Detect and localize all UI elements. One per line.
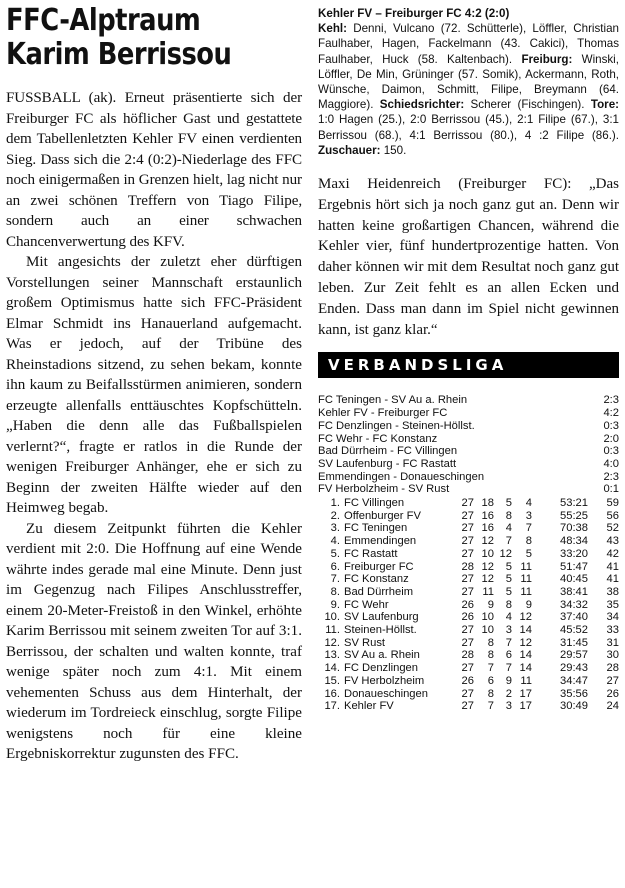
result-match: Emmendingen - Donaueschingen xyxy=(318,470,485,483)
standing-d: 6 xyxy=(505,649,512,662)
result-row xyxy=(318,483,619,496)
standing-goals: 40:45 xyxy=(560,573,588,586)
standing-rank: 13. xyxy=(324,649,340,662)
result-score: 4:0 xyxy=(603,457,619,470)
goals-text: 1:0 Hagen (25.), 2:0 Berrissou (45.), 2:1 Filipe (67.), 3:1 Berrissou (68.), 4:1 Berrissou (80.), 4 :2 Filipe (86.). xyxy=(318,113,619,142)
standing-goals: 30:49 xyxy=(560,700,588,713)
standing-p: 27 xyxy=(461,585,474,598)
result-score: 2:0 xyxy=(603,432,619,445)
standing-rank: 12. xyxy=(324,636,340,649)
standing-team: FC Teningen xyxy=(344,522,408,535)
article-paragraph-1: FUSSBALL (ak). Erneut präsentierte sich der Freiburger FC als höflicher Gast und gestattete dem Tabellenletzten Kehler FV einen verdienten Sieg. Dass sich die 2:4 (0:2)-Niederlage des FFC noch einigermaßen in Grenzen hielt, lag nicht nur an zwei schönen Treffern von Tiago Filipe, sondern auch an einer schwachen Chancenverwertung des KFV. xyxy=(6,90,302,250)
standing-rank: 4. xyxy=(330,535,340,548)
headline-line-1: FFC-Alptraum xyxy=(6,3,201,38)
result-row xyxy=(318,433,619,446)
standing-rank: 14. xyxy=(324,662,340,675)
standing-rank: 7. xyxy=(330,573,340,586)
standing-rank: 15. xyxy=(324,674,340,687)
standing-rank: 17. xyxy=(324,700,340,713)
standing-team: Emmendingen xyxy=(344,535,417,548)
kehl-lineup: Denni, Vulcano (72. Schütterle), Löffler, Christian Faulhaber, Hagen, Fackelmann (43. Cakici), Thomas Faulhaber, Huck (58. Kaltenbach). xyxy=(318,22,619,66)
standing-rank: 10. xyxy=(324,611,340,624)
result-row xyxy=(318,445,619,458)
standing-goals: 35:56 xyxy=(560,687,588,700)
headline-line-2: Karim Berrissou xyxy=(6,37,232,72)
spectators-text: 150. xyxy=(383,143,407,157)
league-banner: VERBANDSLIGA xyxy=(318,352,619,378)
standing-w: 7 xyxy=(487,662,494,675)
standing-goals: 29:57 xyxy=(560,649,588,662)
standing-team: FC Wehr xyxy=(344,598,389,611)
table-row xyxy=(318,700,619,713)
standing-rank: 8. xyxy=(330,585,340,598)
table-row xyxy=(318,599,619,612)
standing-pts: 35 xyxy=(606,598,619,611)
standing-d: 8 xyxy=(505,598,512,611)
standing-goals: 55:25 xyxy=(560,509,588,522)
standing-p: 28 xyxy=(461,560,474,573)
standing-d: 3 xyxy=(505,624,512,637)
standing-pts: 33 xyxy=(606,624,619,637)
standing-d: 5 xyxy=(505,497,512,510)
standing-p: 27 xyxy=(461,535,474,548)
standing-rank: 3. xyxy=(330,522,340,535)
standing-d: 5 xyxy=(505,573,512,586)
result-match: FC Wehr - FC Konstanz xyxy=(318,432,438,445)
result-row xyxy=(318,420,619,433)
result-match: FV Herbolzheim - SV Rust xyxy=(318,483,450,496)
standing-w: 7 xyxy=(487,700,494,713)
standing-p: 27 xyxy=(461,522,474,535)
freiburg-lineup: Winski, Löffler, De Min, Grüninger (57. Somik), Ackermann, Roth, Wünsche, Daimon, Schmitt, Filipe, Breymann (64. Maggiore). xyxy=(318,52,619,112)
result-match: FC Denzlingen - Steinen-Höllst. xyxy=(318,419,475,432)
table-row xyxy=(318,561,619,574)
table-row xyxy=(318,624,619,637)
standing-rank: 9. xyxy=(330,598,340,611)
standing-d: 12 xyxy=(499,547,512,560)
referee-label: Schiedsrichter: xyxy=(379,98,465,112)
standing-pts: 30 xyxy=(606,649,619,662)
standing-pts: 34 xyxy=(606,611,619,624)
article-paragraph-2: Mit angesichts der zuletzt eher dürftigen Vorstellungen seiner Mannschaft erstaunlich großem Optimismus hatte sich FFC-Präsident Elmar Schmidt ins Hanauerland aufgemacht. Was er jedoch, auf der Tribüne des Rheinstadions sitzend, zu sehen bekam, konnte ihn kaum zu Beifallsstürmen animieren, sondern erzeugte allenfalls enttäuschtes Kopfschütteln. „Haben die denn alle das Fußballspielen verlernt?“, fragte er ratlos in die Runde der wenigen Freiburger Anhänger, ehe er sich zu Beginn der zweiten Hälfte wieder auf den Heimweg begab. xyxy=(6,254,302,516)
standing-d: 4 xyxy=(505,522,512,535)
standing-w: 10 xyxy=(481,611,494,624)
table-row xyxy=(318,573,619,586)
standing-rank: 6. xyxy=(330,560,340,573)
spectators-label: Zuschauer: xyxy=(318,143,381,157)
standing-pts: 28 xyxy=(606,662,619,675)
result-score: 0:1 xyxy=(603,483,619,496)
standing-goals: 29:43 xyxy=(560,662,588,675)
standing-p: 27 xyxy=(461,547,474,560)
result-row xyxy=(318,458,619,471)
standing-l: 11 xyxy=(520,560,532,573)
standing-team: SV Rust xyxy=(344,636,386,649)
standing-rank: 2. xyxy=(330,509,340,522)
standing-pts: 56 xyxy=(606,509,619,522)
standing-w: 11 xyxy=(482,585,494,598)
standing-w: 9 xyxy=(487,598,494,611)
standing-pts: 59 xyxy=(606,497,619,510)
standing-w: 10 xyxy=(481,624,494,637)
standing-l: 8 xyxy=(525,535,532,548)
standing-l: 4 xyxy=(525,497,532,510)
standing-w: 16 xyxy=(481,522,494,535)
standing-team: FC Konstanz xyxy=(344,573,409,586)
standing-pts: 31 xyxy=(606,636,619,649)
standing-l: 14 xyxy=(519,649,532,662)
standing-pts: 38 xyxy=(606,585,619,598)
standing-team: FC Villingen xyxy=(344,497,405,510)
standing-team: Donaueschingen xyxy=(344,687,428,700)
standing-l: 17 xyxy=(519,687,532,700)
headline xyxy=(6,4,261,78)
standing-team: Steinen-Höllst. xyxy=(344,624,417,637)
standing-pts: 26 xyxy=(606,687,619,700)
result-score: 2:3 xyxy=(603,470,619,483)
standing-d: 7 xyxy=(505,535,512,548)
table-row xyxy=(318,535,619,548)
standing-l: 12 xyxy=(519,611,532,624)
result-match: FC Teningen - SV Au a. Rhein xyxy=(318,394,468,407)
standing-team: FC Rastatt xyxy=(344,547,398,560)
standing-d: 7 xyxy=(505,636,512,649)
article-body xyxy=(6,88,302,765)
standing-team: SV Laufenburg xyxy=(344,611,419,624)
standing-d: 4 xyxy=(505,611,512,624)
freiburg-label: Freiburg: xyxy=(521,52,573,66)
result-score: 2:3 xyxy=(603,394,619,407)
table-row xyxy=(318,611,619,624)
standing-team: Bad Dürrheim xyxy=(344,585,414,598)
results-list xyxy=(318,394,619,496)
standing-w: 12 xyxy=(481,535,494,548)
standing-l: 3 xyxy=(525,509,532,522)
match-info-box xyxy=(318,6,619,158)
table-row xyxy=(318,649,619,662)
standing-team: SV Au a. Rhein xyxy=(344,649,420,662)
table-row xyxy=(318,586,619,599)
standing-p: 27 xyxy=(461,687,474,700)
standing-l: 11 xyxy=(520,585,532,598)
standing-p: 27 xyxy=(461,662,474,675)
standing-p: 27 xyxy=(461,700,474,713)
standing-goals: 34:47 xyxy=(560,674,588,687)
standing-pts: 27 xyxy=(606,674,619,687)
table-row xyxy=(318,522,619,535)
standing-team: FV Herbolzheim xyxy=(344,674,425,687)
table-row xyxy=(318,662,619,675)
standing-p: 26 xyxy=(461,674,474,687)
standing-pts: 43 xyxy=(606,535,619,548)
standing-w: 12 xyxy=(481,573,494,586)
standing-p: 26 xyxy=(461,611,474,624)
result-match: Kehler FV - Freiburger FC xyxy=(318,407,448,420)
table-row xyxy=(318,688,619,701)
standing-goals: 45:52 xyxy=(560,624,588,637)
standing-w: 10 xyxy=(481,547,494,560)
standing-pts: 24 xyxy=(606,700,619,713)
referee-text: Scherer (Fischingen). xyxy=(470,98,585,112)
standing-goals: 34:32 xyxy=(560,598,588,611)
table-row xyxy=(318,548,619,561)
standing-goals: 53:21 xyxy=(560,497,588,510)
table-row xyxy=(318,510,619,523)
standing-l: 14 xyxy=(519,624,532,637)
result-score: 0:3 xyxy=(603,419,619,432)
result-row xyxy=(318,407,619,420)
standing-l: 7 xyxy=(525,522,532,535)
standing-d: 7 xyxy=(505,662,512,675)
standing-pts: 42 xyxy=(606,547,619,560)
standing-p: 27 xyxy=(461,624,474,637)
result-match: SV Laufenburg - FC Rastatt xyxy=(318,457,457,470)
standing-w: 8 xyxy=(487,636,494,649)
article-column xyxy=(6,4,302,765)
standing-d: 9 xyxy=(505,674,512,687)
standing-w: 12 xyxy=(481,560,494,573)
standing-goals: 33:20 xyxy=(560,547,588,560)
standing-pts: 41 xyxy=(606,573,619,586)
result-score: 4:2 xyxy=(603,407,619,420)
table-row xyxy=(318,637,619,650)
standing-l: 12 xyxy=(519,636,532,649)
standing-w: 8 xyxy=(487,649,494,662)
standing-rank: 1. xyxy=(330,497,340,510)
quote-speaker: Maxi Heidenreich (Freiburger FC): xyxy=(318,176,572,193)
standing-goals: 48:34 xyxy=(560,535,588,548)
standing-goals: 38:41 xyxy=(560,585,588,598)
standing-w: 6 xyxy=(487,674,494,687)
standing-team: Freiburger FC xyxy=(344,560,414,573)
result-row xyxy=(318,394,619,407)
standing-d: 3 xyxy=(505,700,512,713)
kehl-label: Kehl: xyxy=(318,22,347,36)
standings-table xyxy=(318,497,619,713)
result-score: 0:3 xyxy=(603,445,619,458)
standing-p: 28 xyxy=(461,649,474,662)
standing-rank: 5. xyxy=(330,547,340,560)
standing-l: 17 xyxy=(519,700,532,713)
standing-w: 18 xyxy=(481,497,494,510)
standing-rank: 16. xyxy=(324,687,340,700)
standing-p: 27 xyxy=(461,636,474,649)
standing-d: 5 xyxy=(505,585,512,598)
standing-p: 27 xyxy=(461,497,474,510)
standing-w: 16 xyxy=(481,509,494,522)
standing-team: Offenburger FV xyxy=(344,509,421,522)
standing-rank: 11. xyxy=(325,624,340,637)
article-paragraph-3: Zu diesem Zeitpunkt führten die Kehler verdient mit 2:0. Die Hoffnung auf eine Wende währte indes gerade mal eine Minute. Denn just im Gegenzug nach Filipes Anschlusstreffer, einem 20-Meter-Freistoß in den Winkel, erhöhte Karim Berrissou mit seinem zweiten Tor auf 3:1. Berrissou, der schalten und walten konnte, traf wenige später noch zum 4:1. Mit einem vehementen Schuss aus dem Hinterhalt, der wiederum im Tordreieck einschlug, sorgte Filipe wenigstens noch für eine kleine Ergebniskorrektur zugunsten des FFC. xyxy=(6,520,302,762)
standing-pts: 41 xyxy=(606,560,619,573)
standing-goals: 51:47 xyxy=(560,560,588,573)
table-row xyxy=(318,497,619,510)
standing-goals: 37:40 xyxy=(560,611,588,624)
quote-block xyxy=(318,174,619,340)
goals-label: Tore: xyxy=(590,98,619,112)
standing-p: 27 xyxy=(461,573,474,586)
standing-team: Kehler FV xyxy=(344,700,394,713)
standing-l: 11 xyxy=(520,573,532,586)
standing-p: 27 xyxy=(461,509,474,522)
standing-goals: 31:45 xyxy=(560,636,588,649)
result-match: Bad Dürrheim - FC Villingen xyxy=(318,445,458,458)
standing-d: 2 xyxy=(505,687,512,700)
standing-goals: 70:38 xyxy=(560,522,588,535)
standing-d: 5 xyxy=(505,560,512,573)
standing-l: 9 xyxy=(525,598,532,611)
standing-w: 8 xyxy=(487,687,494,700)
match-title: Kehler FV – Freiburger FC 4:2 (2:0) xyxy=(318,7,510,20)
side-column xyxy=(318,6,619,713)
table-row xyxy=(318,675,619,688)
standing-l: 5 xyxy=(525,547,532,560)
quote-text: „Das Ergebnis hört sich ja noch ganz gut an. Denn wir hatten keine großartigen Chancen, während die Kehler vier, fünf hundertprozentige hatten. Von daher können wir mit dem Resultat noch ganz gut leben. Zur Zeit fehlt es an allen Ecken und Enden. Dass man dann im Spiel nicht gewinnen kann, ist ganz klar.“ xyxy=(318,176,619,338)
standing-d: 8 xyxy=(505,509,512,522)
standing-l: 11 xyxy=(520,674,532,687)
standing-team: FC Denzlingen xyxy=(344,662,418,675)
standing-l: 14 xyxy=(519,662,532,675)
standing-p: 26 xyxy=(461,598,474,611)
result-row xyxy=(318,471,619,484)
standing-pts: 52 xyxy=(606,522,619,535)
